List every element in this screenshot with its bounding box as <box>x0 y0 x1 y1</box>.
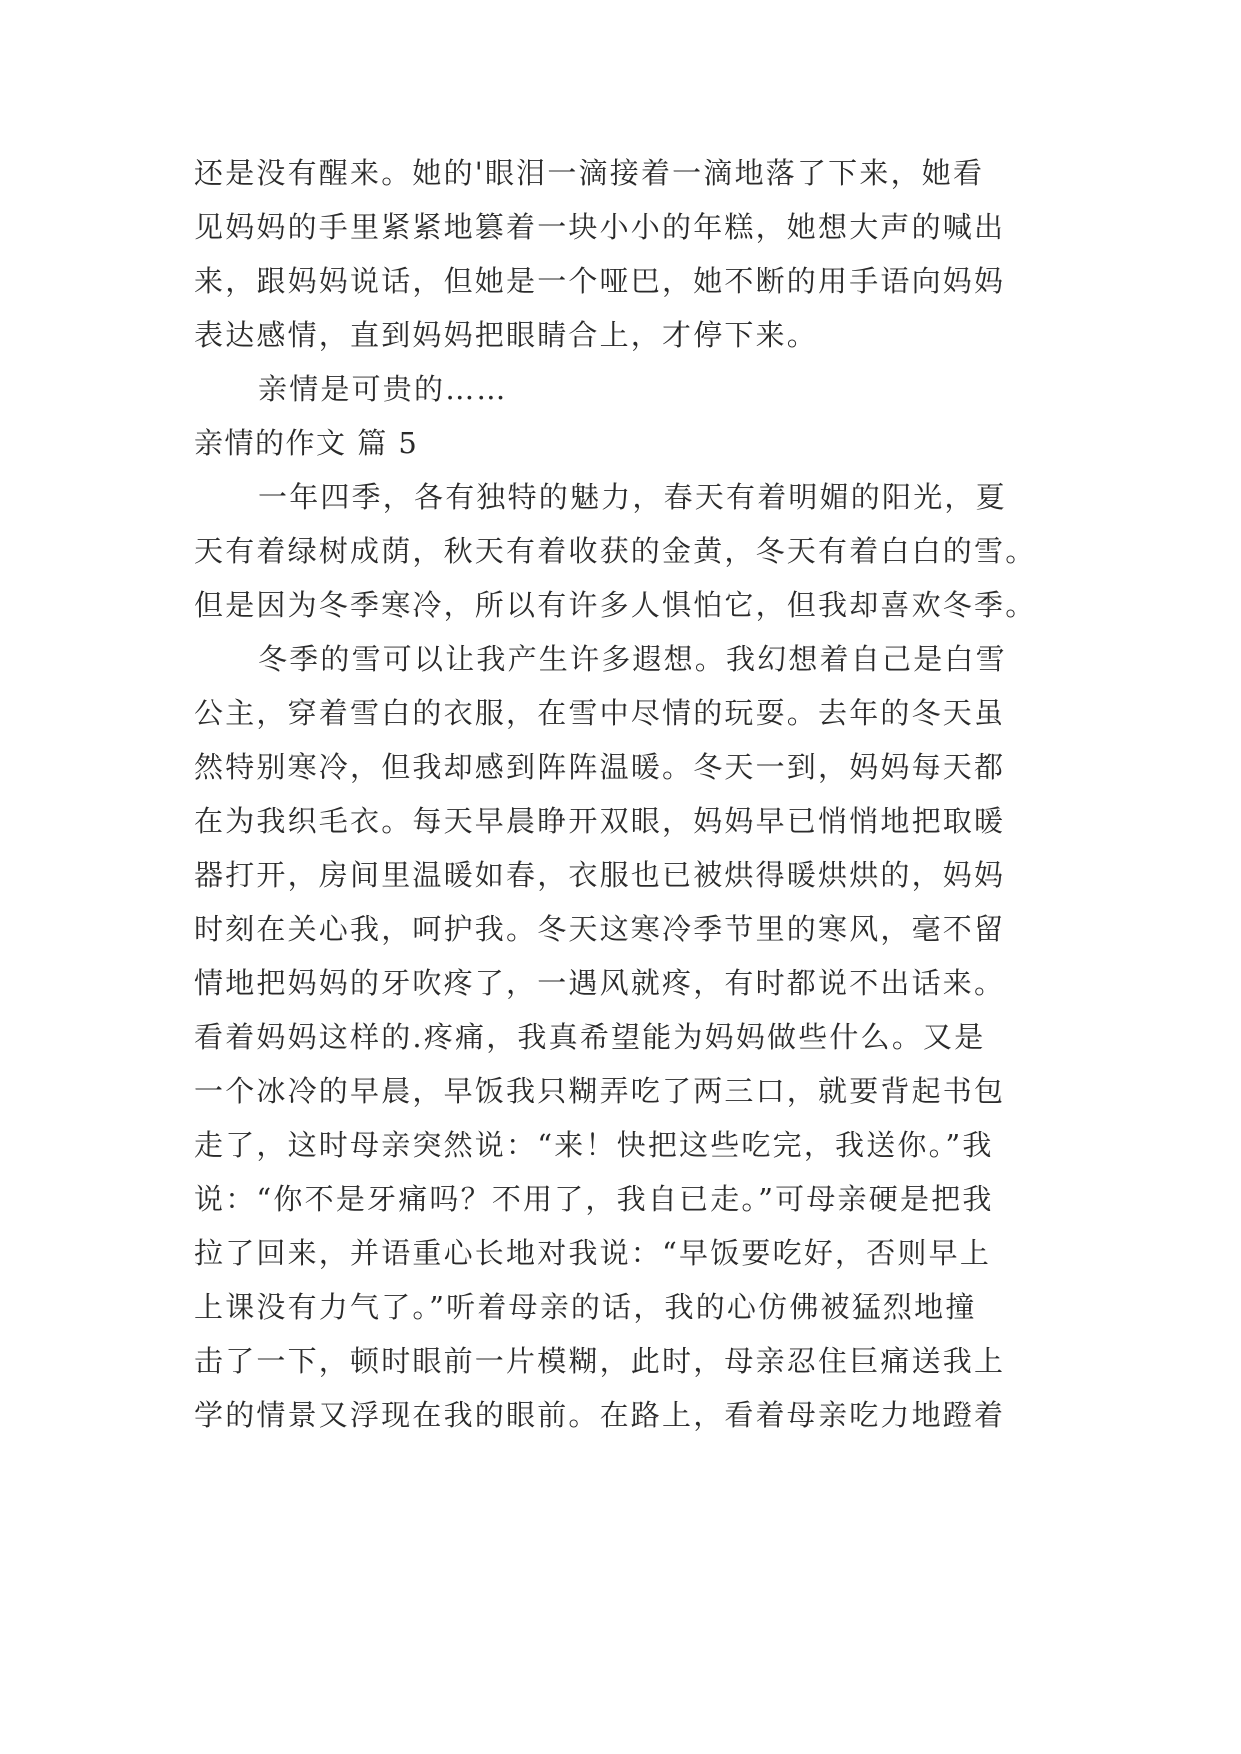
text-line: 亲情是可贵的…… <box>258 372 508 406</box>
text-line: 击了一下，顿时眼前一片模糊，此时，母亲忍住巨痛送我上 <box>194 1344 1006 1378</box>
text-line: 看着妈妈这样的.疼痛，我真希望能为妈妈做些什么。又是 <box>194 1020 986 1054</box>
text-line: 公主，穿着雪白的衣服，在雪中尽情的玩耍。去年的冬天虽 <box>194 696 1006 730</box>
text-line: 冬季的雪可以让我产生许多遐想。我幻想着自己是白雪 <box>258 642 1007 676</box>
text-line: 但是因为冬季寒冷，所以有许多人惧怕它，但我却喜欢冬季。 <box>194 588 1037 622</box>
text-line: 上课没有力气了。”听着母亲的话，我的心仿佛被猛烈地撞 <box>194 1290 977 1324</box>
text-line: 学的情景又浮现在我的眼前。在路上，看着母亲吃力地蹬着 <box>194 1398 1006 1432</box>
text-line: 一年四季，各有独特的魅力，春天有着明媚的阳光，夏 <box>258 480 1007 514</box>
text-line: 在为我织毛衣。每天早晨睁开双眼，妈妈早已悄悄地把取暖 <box>194 804 1006 838</box>
text-line: 来，跟妈妈说话，但她是一个哑巴，她不断的用手语向妈妈 <box>194 264 1006 298</box>
text-line: 还是没有醒来。她的'眼泪一滴接着一滴地落了下来，她看 <box>194 156 985 190</box>
text-line: 天有着绿树成荫，秋天有着收获的金黄，冬天有着白白的雪。 <box>194 534 1037 568</box>
text-line: 器打开，房间里温暖如春，衣服也已被烘得暖烘烘的，妈妈 <box>194 858 1006 892</box>
text-line: 说：“你不是牙痛吗？不用了，我自已走。”可母亲硬是把我 <box>194 1182 994 1216</box>
text-line: 然特别寒冷，但我却感到阵阵温暖。冬天一到，妈妈每天都 <box>194 750 1006 784</box>
text-line: 情地把妈妈的牙吹疼了，一遇风就疼，有时都说不出话来。 <box>194 966 1006 1000</box>
text-line: 走了，这时母亲突然说：“来！快把这些吃完，我送你。”我 <box>194 1128 994 1162</box>
text-line: 见妈妈的手里紧紧地篡着一块小小的年糕，她想大声的喊出 <box>194 210 1006 244</box>
text-line: 一个冰冷的早晨，早饭我只糊弄吃了两三口，就要背起书包 <box>194 1074 1006 1108</box>
text-line: 拉了回来，并语重心长地对我说：“早饭要吃好，否则早上 <box>194 1236 992 1270</box>
section-heading: 亲情的作文 篇 5 <box>194 426 419 460</box>
text-line: 时刻在关心我，呵护我。冬天这寒冷季节里的寒风，毫不留 <box>194 912 1006 946</box>
text-line: 表达感情，直到妈妈把眼睛合上，才停下来。 <box>194 318 819 352</box>
